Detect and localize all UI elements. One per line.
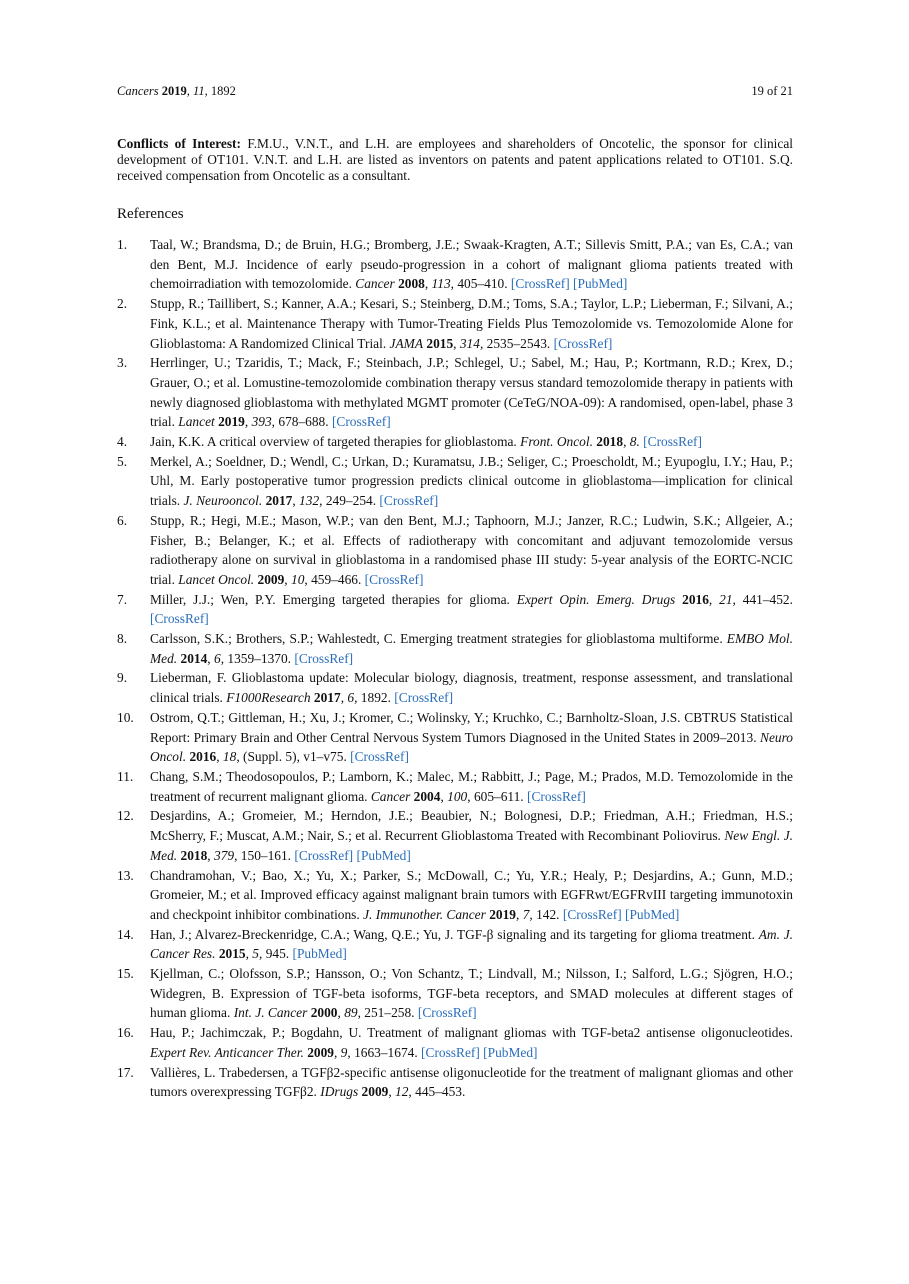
reference-journal: J. Neurooncol. <box>183 493 263 509</box>
reference-pages: 945. <box>265 946 290 962</box>
reference-year: 2009 <box>361 1084 389 1100</box>
reference-text: Chandramohan, V.; Bao, X.; Yu, X.; Parker, S.; McDowall, C.; Yu, Y.R.; Healy, P.; Desjardins, A.; Gunn, M.D.; Gromeier, M.; et al. Improved efficacy against malignant brain tumors with EGFRwt/EGFRvIII targeting immunotoxin and checkpoint inhibitor combinations. <box>150 867 793 922</box>
reference-body: Hau, P.; Jachimczak, P.; Bogdahn, U. Treatment of malignant gliomas with TGF-beta2 antisense oligonucleotides. Expert Rev. Anticancer Ther. 2009, 9, 1663–1674. [CrossRef] [PubMed] <box>150 1025 793 1060</box>
reference-year: 2016 <box>189 749 217 765</box>
reference-text: Stupp, R.; Hegi, M.E.; Mason, W.P.; van den Bent, M.J.; Taphoorn, M.J.; Janzer, R.C.; Ludwin, S.K.; Allgeier, A.; Fisher, B.; Belanger, K.; et al. Effects of radiotherapy with concomitant and adjuvant temozolomide versus radiotherapy alone on survival in glioblastoma in a randomised phase III study: 5-year analysis of the EORTC-NCIC trial. <box>150 512 793 587</box>
conflicts-of-interest <box>117 136 793 184</box>
reference-text: Carlsson, S.K.; Brothers, S.P.; Wahlestedt, C. Emerging treatment strategies for glioblastoma multiforme. <box>150 631 723 647</box>
reference-number: 4. <box>117 434 128 450</box>
reference-body: Lieberman, F. Glioblastoma update: Molecular biology, diagnosis, treatment, response assessment, and translational clinical trials. F1000Research 2017, 6, 1892. [CrossRef] <box>150 670 793 706</box>
reference-pages: 1663–1674. <box>354 1044 418 1060</box>
reference-volume: 89 <box>344 1005 358 1021</box>
reference-year: 2017 <box>265 493 293 509</box>
reference-item <box>117 511 793 590</box>
reference-journal: Expert Opin. Emerg. Drugs <box>516 591 676 607</box>
reference-volume: 132 <box>299 493 320 509</box>
reference-volume: 379 <box>214 847 235 863</box>
reference-body: Carlsson, S.K.; Brothers, S.P.; Wahlestedt, C. Emerging treatment strategies for glioblastoma multiforme. EMBO Mol. Med. 2014, 6, 1359–1370. [CrossRef] <box>150 631 793 666</box>
crossref-link[interactable]: [CrossRef] <box>294 847 354 863</box>
reference-item <box>117 353 793 432</box>
reference-volume: 314 <box>459 335 480 351</box>
reference-number: 2. <box>117 296 128 312</box>
reference-journal: Lancet <box>178 414 215 430</box>
reference-number: 16. <box>117 1025 134 1041</box>
reference-year: 2004 <box>413 788 441 804</box>
header-year: 2019 <box>161 84 187 98</box>
reference-pages: 150–161. <box>240 847 292 863</box>
reference-journal: Cancer <box>355 276 395 292</box>
reference-volume: 100 <box>447 788 468 804</box>
reference-pages: (Suppl. 5), v1–v75. <box>243 749 347 765</box>
reference-volume: 5 <box>252 946 259 962</box>
reference-journal: EMBO Mol. Med. <box>150 631 793 666</box>
reference-number: 8. <box>117 631 128 647</box>
reference-number: 7. <box>117 591 128 607</box>
crossref-link[interactable]: [CrossRef] <box>294 650 354 666</box>
reference-pages: 405–410. <box>457 276 508 292</box>
reference-item <box>117 235 793 294</box>
pubmed-link[interactable]: [PubMed] <box>573 276 628 292</box>
reference-body: Kjellman, C.; Olofsson, S.P.; Hansson, O.; Von Schantz, T.; Lindvall, M.; Nilsson, I.; Salford, L.G.; Sjögren, H.O.; Widegren, B. Expression of TGF-beta isoforms, TGF-beta receptors, and SMAD molecules at different stages of human glioma. Int. J. Cancer 2000, 89, 251–258. [CrossRef] <box>150 966 793 1021</box>
reference-item <box>117 708 793 767</box>
reference-body: Chandramohan, V.; Bao, X.; Yu, X.; Parker, S.; McDowall, C.; Yu, Y.R.; Healy, P.; Desjardins, A.; Gunn, M.D.; Gromeier, M.; et al. Improved efficacy against malignant brain tumors with EGFRwt/EGFRvIII targeting immunotoxin and checkpoint inhibitor combinations. J. Immunother. Cancer 2019, 7, 142. [CrossRef] [PubMed] <box>150 867 793 922</box>
reference-journal: Lancet Oncol. <box>178 571 255 587</box>
reference-body: Chang, S.M.; Theodosopoulos, P.; Lamborn, K.; Malec, M.; Rabbitt, J.; Page, M.; Prados, M.D. Temozolomide in the treatment of recurrent malignant glioma. Cancer 2004, 100, 605–611. [CrossRef] <box>150 768 793 804</box>
reference-text: Chang, S.M.; Theodosopoulos, P.; Lamborn, K.; Malec, M.; Rabbitt, J.; Page, M.; Prados, M.D. Temozolomide in the treatment of recurrent malignant glioma. <box>150 768 793 804</box>
reference-number: 6. <box>117 512 128 528</box>
crossref-link[interactable]: [CrossRef] <box>417 1005 477 1021</box>
reference-body: Stupp, R.; Hegi, M.E.; Mason, W.P.; van den Bent, M.J.; Taphoorn, M.J.; Janzer, R.C.; Ludwin, S.K.; Allgeier, A.; Fisher, B.; Belanger, K.; et al. Effects of radiotherapy with concomitant and adjuvant temozolomide versus radiotherapy alone on survival in glioblastoma in a randomised phase III study: 5-year analysis of the EORTC-NCIC trial. Lancet Oncol. 2009, 10, 459–466. [CrossRef] <box>150 512 793 587</box>
reference-volume: 8. <box>629 434 640 450</box>
crossref-link[interactable]: [CrossRef] <box>331 414 391 430</box>
reference-year: 2019 <box>489 906 516 922</box>
reference-text: Desjardins, A.; Gromeier, M.; Herndon, J.E.; Beaubier, N.; Bolognesi, D.P.; Friedman, A.H.; Friedman, H.S.; McSherry, F.; Muscat, A.M.; Nair, S.; et al. Recurrent Glioblastoma Treated with Recombinant Poliovirus. <box>150 808 793 844</box>
reference-year: 2015 <box>218 946 246 962</box>
crossref-link[interactable]: [CrossRef] <box>562 906 622 922</box>
reference-body: Miller, J.J.; Wen, P.Y. Emerging targeted therapies for glioma. Expert Opin. Emerg. Drugs 2016, 21, 441–452. [CrossRef] <box>150 591 793 627</box>
reference-volume: 393 <box>251 414 272 430</box>
reference-item <box>117 806 793 865</box>
reference-number: 9. <box>117 670 128 686</box>
reference-volume: 18 <box>222 749 237 765</box>
reference-pages: 251–258. <box>364 1005 415 1021</box>
reference-number: 11. <box>117 768 134 784</box>
header-volume: 11 <box>193 84 205 98</box>
reference-year: 2008 <box>398 276 425 292</box>
reference-text: Taal, W.; Brandsma, D.; de Bruin, H.G.; Bromberg, J.E.; Swaak-Kragten, A.T.; Sillevis Smitt, P.A.; van Es, C.A.; van den Bent, M.J. Incidence of early pseudo-progression in a cohort of malignant glioma patients treated with chemoirradiation with temozolomide. <box>150 237 793 292</box>
reference-pages: 142. <box>536 906 560 922</box>
reference-body: Desjardins, A.; Gromeier, M.; Herndon, J.E.; Beaubier, N.; Bolognesi, D.P.; Friedman, A.H.; Friedman, H.S.; McSherry, F.; Muscat, A.M.; Nair, S.; et al. Recurrent Glioblastoma Treated with Recombinant Poliovirus. New Engl. J. Med. 2018, 379, 150–161. [CrossRef] [PubMed] <box>150 808 793 863</box>
reference-item <box>117 1023 793 1062</box>
conflicts-label: Conflicts of Interest: <box>117 136 241 151</box>
reference-year: 2015 <box>426 335 454 351</box>
reference-journal: Front. Oncol. <box>520 434 593 450</box>
reference-journal: Cancer <box>370 788 411 804</box>
reference-journal: JAMA <box>389 335 424 351</box>
reference-body: Han, J.; Alvarez-Breckenridge, C.A.; Wang, Q.E.; Yu, J. TGF-β signaling and its targeting for glioma treatment. Am. J. Cancer Res. 2015, 5, 945. [PubMed] <box>150 926 793 962</box>
reference-year: 2018 <box>596 434 624 450</box>
reference-number: 1. <box>117 237 128 252</box>
reference-pages: 441–452. <box>742 591 793 607</box>
reference-number: 10. <box>117 709 134 725</box>
reference-volume: 10 <box>291 571 305 587</box>
reference-journal: Am. J. Cancer Res. <box>150 926 793 962</box>
crossref-link[interactable]: [CrossRef] <box>150 611 209 627</box>
crossref-link[interactable]: [CrossRef] <box>350 749 409 765</box>
running-header <box>117 84 793 99</box>
reference-item <box>117 668 793 707</box>
reference-item <box>117 432 793 452</box>
citation-header: Cancers 2019, 11, 1892 <box>117 84 236 98</box>
header-article: 1892 <box>210 84 236 98</box>
reference-volume: 7 <box>522 906 530 922</box>
reference-volume: 12 <box>395 1084 409 1100</box>
references-heading: References <box>117 206 184 222</box>
crossref-link[interactable]: [CrossRef] <box>364 571 424 587</box>
reference-volume: 6 <box>214 650 221 666</box>
reference-journal: New Engl. J. Med. <box>150 828 793 863</box>
reference-pages: 605–611. <box>473 788 524 804</box>
crossref-link[interactable]: [CrossRef] <box>527 788 586 804</box>
reference-journal: Expert Rev. Anticancer Ther. <box>150 1044 304 1060</box>
reference-text: Lieberman, F. Glioblastoma update: Molecular biology, diagnosis, treatment, response assessment, and translational clinical trials. <box>150 670 793 706</box>
reference-pages: 1359–1370. <box>227 650 292 666</box>
reference-volume: 113 <box>431 276 451 292</box>
header-journal: Cancers <box>117 84 159 98</box>
reference-year: 2009 <box>307 1044 334 1060</box>
reference-body: Jain, K.K. A critical overview of targeted therapies for glioblastoma. Front. Oncol. 2018, 8. [CrossRef] <box>150 434 702 450</box>
reference-number: 13. <box>117 867 134 883</box>
reference-number: 15. <box>117 966 134 982</box>
reference-body: Stupp, R.; Taillibert, S.; Kanner, A.A.; Kesari, S.; Steinberg, D.M.; Toms, S.A.; Taylor, L.P.; Lieberman, F.; Silvani, A.; Fink, K.L.; et al. Maintenance Therapy with Tumor-Treating Fields Plus Temozolomide vs. Temozolomide Alone for Glioblastoma: A Randomized Clinical Trial. JAMA 2015, 314, 2535–2543. [CrossRef] <box>150 296 793 351</box>
pubmed-link[interactable]: [PubMed] <box>483 1044 538 1060</box>
reference-number: 12. <box>117 808 134 824</box>
reference-number: 5. <box>117 453 128 469</box>
reference-text: Stupp, R.; Taillibert, S.; Kanner, A.A.; Kesari, S.; Steinberg, D.M.; Toms, S.A.; Taylor, L.P.; Lieberman, F.; Silvani, A.; Fink, K.L.; et al. Maintenance Therapy with Tumor-Treating Fields Plus Temozolomide vs. Temozolomide Alone for Glioblastoma: A Randomized Clinical Trial. <box>150 296 793 351</box>
reference-item <box>117 294 793 353</box>
reference-year: 2017 <box>313 690 341 706</box>
reference-text: Kjellman, C.; Olofsson, S.P.; Hansson, O.; Von Schantz, T.; Lindvall, M.; Nilsson, I.; Salford, L.G.; Sjögren, H.O.; Widegren, B. Expression of TGF-beta isoforms, TGF-beta receptors, and SMAD molecules at different stages of human glioma. <box>150 966 793 1021</box>
reference-pages: 1892. <box>360 690 391 706</box>
reference-item <box>117 925 793 964</box>
reference-item <box>117 629 793 668</box>
reference-pages: 2535–2543. <box>486 335 551 351</box>
crossref-link[interactable]: [CrossRef] <box>394 690 454 706</box>
reference-journal: IDrugs <box>320 1084 359 1100</box>
reference-item <box>117 452 793 511</box>
reference-volume: 9 <box>340 1044 348 1060</box>
reference-text: Miller, J.J.; Wen, P.Y. Emerging targeted therapies for glioma. <box>150 591 510 607</box>
pubmed-link[interactable]: [PubMed] <box>292 946 347 962</box>
conflicts-text: F.M.U., V.N.T., and L.H. are employees and shareholders of Oncotelic, the sponsor for clinical development of OT101. V.N.T. and L.H. are listed as inventors on patents and patent applications related to OT101. S.Q. received compensation from Oncotelic as a consultant. <box>117 136 793 183</box>
reference-item <box>117 866 793 925</box>
crossref-link[interactable]: [CrossRef] <box>643 434 702 450</box>
reference-journal: Int. J. Cancer <box>233 1005 308 1021</box>
reference-text: Ostrom, Q.T.; Gittleman, H.; Xu, J.; Kromer, C.; Wolinsky, Y.; Kruchko, C.; Barnholtz-Sloan, J.S. CBTRUS Statistical Report: Primary Brain and Other Central Nervous System Tumors Diagnosed in the United States in 2009–2013. <box>150 709 793 745</box>
reference-year: 2014 <box>180 650 208 666</box>
pubmed-link[interactable]: [PubMed] <box>356 847 411 863</box>
reference-year: 2009 <box>257 571 285 587</box>
page-number: 19 of 21 <box>751 84 793 98</box>
reference-item <box>117 590 793 629</box>
reference-number: 3. <box>117 355 128 371</box>
reference-list <box>117 235 793 1102</box>
reference-body: Vallières, L. Trabedersen, a TGFβ2-specific antisense oligonucleotide for the treatment of malignant gliomas and other tumors overexpressing TGFβ2. IDrugs 2009, 12, 445–453. <box>150 1064 793 1100</box>
reference-volume: 21 <box>719 591 733 607</box>
crossref-link[interactable]: [CrossRef] <box>379 493 439 509</box>
reference-item <box>117 1063 793 1102</box>
reference-body: Taal, W.; Brandsma, D.; de Bruin, H.G.; Bromberg, J.E.; Swaak-Kragten, A.T.; Sillevis Smitt, P.A.; van Es, C.A.; van den Bent, M.J. Incidence of early pseudo-progression in a cohort of malignant glioma patients treated with chemoirradiation with temozolomide. Cancer 2008, 113, 405–410. [CrossRef] [PubMed] <box>150 237 793 292</box>
reference-text: Herrlinger, U.; Tzaridis, T.; Mack, F.; Steinbach, J.P.; Schlegel, U.; Sabel, M.; Hau, P.; Kortmann, R.D.; Krex, D.; Grauer, O.; et al. Lomustine-temozolomide combination therapy versus standard temozolomide therapy in patients with newly diagnosed glioblastoma with methylated MGMT promoter (CeTeG/NOA-09): A randomised, open-label, phase 3 trial. <box>150 355 793 430</box>
reference-pages: 459–466. <box>311 571 362 587</box>
crossref-link[interactable]: [CrossRef] <box>510 276 570 292</box>
reference-item <box>117 964 793 1023</box>
reference-text: Hau, P.; Jachimczak, P.; Bogdahn, U. Treatment of malignant gliomas with TGF-beta2 antisense oligonucleotides. <box>150 1025 793 1041</box>
reference-number: 14. <box>117 926 134 942</box>
pubmed-link[interactable]: [PubMed] <box>625 906 680 922</box>
reference-number: 17. <box>117 1064 134 1080</box>
reference-pages: 445–453. <box>415 1084 466 1100</box>
reference-body: Ostrom, Q.T.; Gittleman, H.; Xu, J.; Kromer, C.; Wolinsky, Y.; Kruchko, C.; Barnholtz-Sloan, J.S. CBTRUS Statistical Report: Primary Brain and Other Central Nervous System Tumors Diagnosed in the United States in 2009–2013. Neuro Oncol. 2016, 18, (Suppl. 5), v1–v75. [CrossRef] <box>150 709 793 765</box>
reference-pages: 678–688. <box>278 414 329 430</box>
reference-body: Herrlinger, U.; Tzaridis, T.; Mack, F.; Steinbach, J.P.; Schlegel, U.; Sabel, M.; Hau, P.; Kortmann, R.D.; Krex, D.; Grauer, O.; et al. Lomustine-temozolomide combination therapy versus standard temozolomide therapy in patients with newly diagnosed glioblastoma with methylated MGMT promoter (CeTeG/NOA-09): A randomised, open-label, phase 3 trial. Lancet 2019, 393, 678–688. [CrossRef] <box>150 355 793 430</box>
reference-text: Vallières, L. Trabedersen, a TGFβ2-specific antisense oligonucleotide for the treatment of malignant gliomas and other tumors overexpressing TGFβ2. <box>150 1064 793 1100</box>
reference-year: 2000 <box>310 1005 338 1021</box>
reference-text: Han, J.; Alvarez-Breckenridge, C.A.; Wang, Q.E.; Yu, J. TGF-β signaling and its targeting for glioma treatment. <box>150 926 755 942</box>
reference-pages: 249–254. <box>325 493 377 509</box>
crossref-link[interactable]: [CrossRef] <box>553 335 613 351</box>
reference-volume: 6 <box>347 690 355 706</box>
reference-journal: Neuro Oncol. <box>150 729 793 765</box>
reference-item <box>117 767 793 806</box>
reference-text: Merkel, A.; Soeldner, D.; Wendl, C.; Urkan, D.; Kuramatsu, J.B.; Seliger, C.; Proescholdt, M.; Eyupoglu, I.Y.; Hau, P.; Uhl, M. Early postoperative tumor progression predicts clinical outcome in glioblastoma—implication for clinical trials. <box>150 453 793 509</box>
reference-text: Jain, K.K. A critical overview of targeted therapies for glioblastoma. <box>150 434 517 450</box>
reference-year: 2018 <box>180 847 208 863</box>
reference-body: Merkel, A.; Soeldner, D.; Wendl, C.; Urkan, D.; Kuramatsu, J.B.; Seliger, C.; Proescholdt, M.; Eyupoglu, I.Y.; Hau, P.; Uhl, M. Early postoperative tumor progression predicts clinical outcome in glioblastoma—implication for clinical trials. J. Neurooncol. 2017, 132, 249–254. [CrossRef] <box>150 453 793 509</box>
crossref-link[interactable]: [CrossRef] <box>421 1044 480 1060</box>
reference-journal: J. Immunother. Cancer <box>363 906 486 922</box>
reference-year: 2016 <box>682 591 709 607</box>
reference-journal: F1000Research <box>226 690 311 706</box>
reference-year: 2019 <box>218 414 245 430</box>
